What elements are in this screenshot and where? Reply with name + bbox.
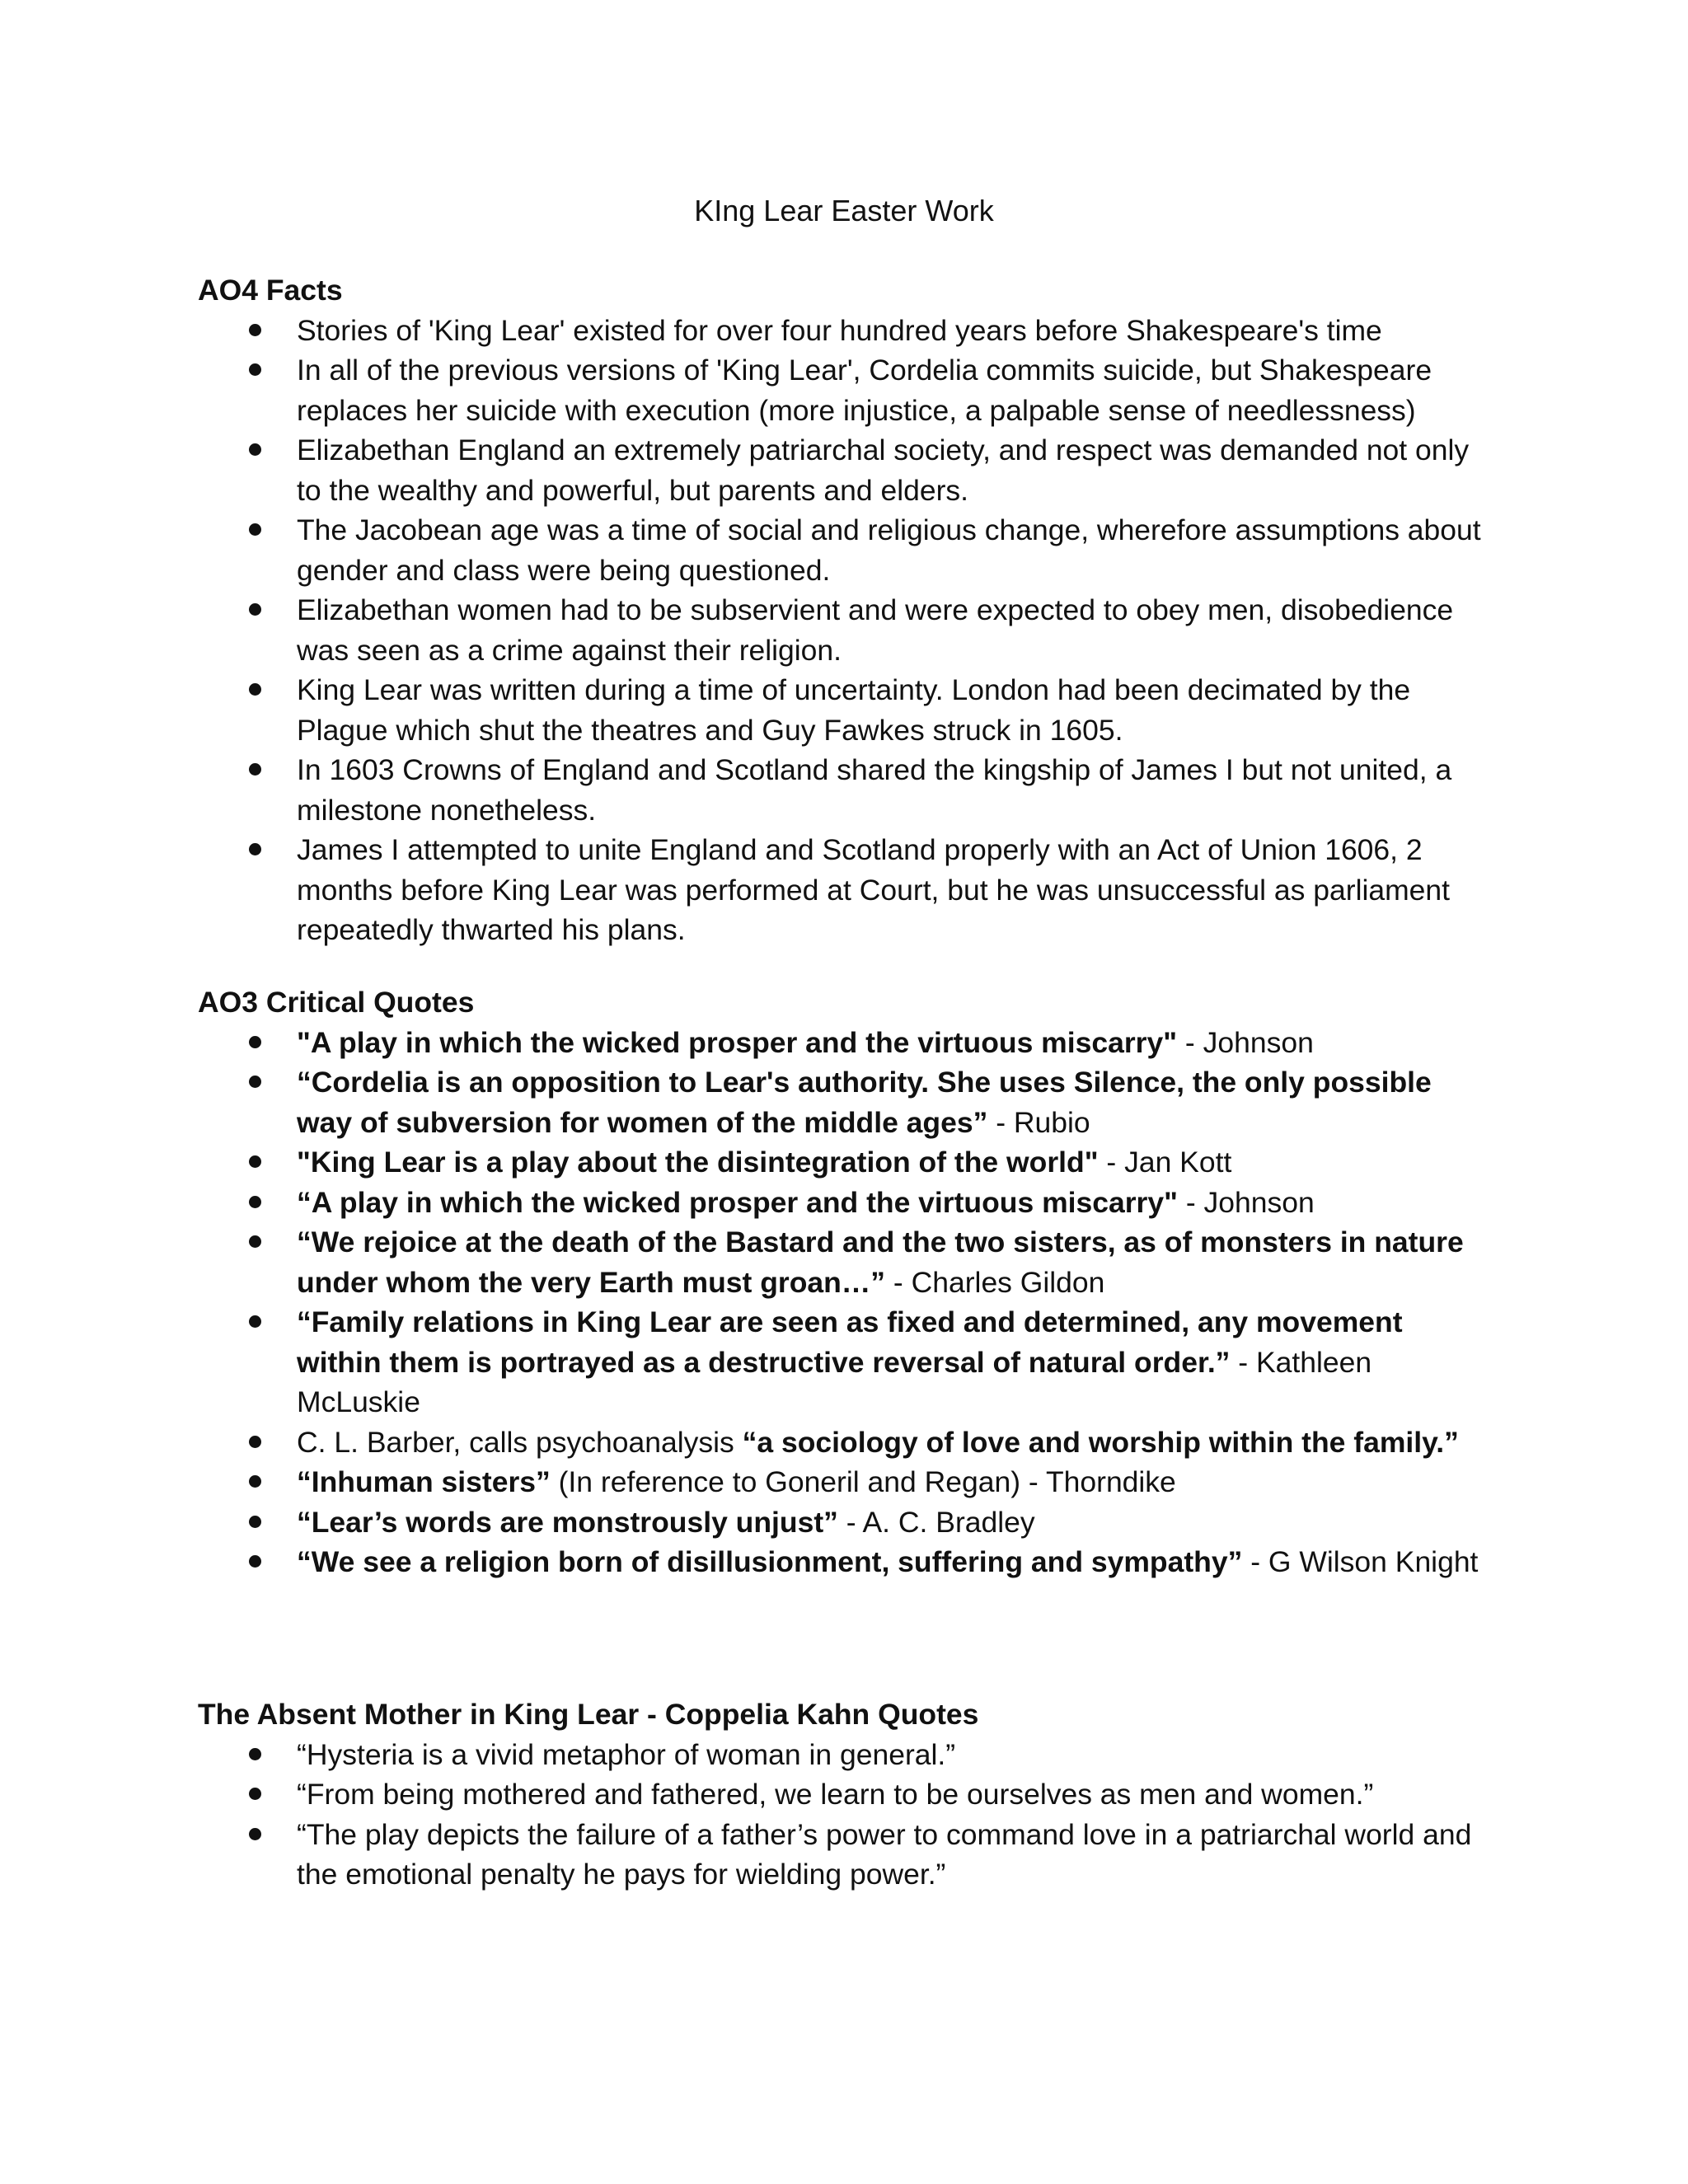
item-text: “Hysteria is a vivid metaphor of woman in general.” xyxy=(297,1737,956,1771)
section-ao4-facts xyxy=(198,270,1484,950)
section-heading: AO3 Critical Quotes xyxy=(198,986,475,1019)
attribution: - A. C. Bradley xyxy=(837,1505,1035,1539)
quote-text: “We see a religion born of disillusionment, suffering and sympathy” xyxy=(297,1545,1243,1578)
list-item xyxy=(198,830,1484,950)
bullet-icon xyxy=(249,1436,261,1448)
list-item xyxy=(198,1062,1484,1142)
bullet-icon xyxy=(249,523,261,536)
section-absent-mother-quotes xyxy=(198,1694,1484,1895)
item-text: King Lear was written during a time of uncertainty. London had been decimated by the Plague which shut the theatres and Guy Fawkes struck in 1605. xyxy=(297,673,1411,747)
bullet-icon xyxy=(249,1555,261,1568)
attribution: - Johnson xyxy=(1177,1025,1314,1059)
bullet-icon xyxy=(249,1315,261,1328)
item-lead: C. L. Barber, calls psychoanalysis xyxy=(297,1425,743,1459)
bullet-icon xyxy=(249,1828,261,1840)
quote-text: “a sociology of love and worship within the family.” xyxy=(742,1425,1459,1459)
item-text: Elizabethan England an extremely patriarchal society, and respect was demanded not only to the wealthy and powerful, but parents and elders. xyxy=(297,434,1470,507)
bullet-icon xyxy=(249,683,261,696)
section-ao3-critical-quotes xyxy=(198,982,1484,1582)
quote-text: “Family relations in King Lear are seen as fixed and determined, any movement within them is portrayed as a destructive reversal of natural order.” xyxy=(297,1305,1403,1379)
attribution: - G Wilson Knight xyxy=(1242,1545,1479,1578)
attribution: - Rubio xyxy=(987,1105,1090,1139)
bullet-icon xyxy=(249,1036,261,1048)
list-item xyxy=(198,750,1484,830)
item-text: Stories of 'King Lear' existed for over four hundred years before Shakespeare's time xyxy=(297,313,1382,347)
bullet-icon xyxy=(249,603,261,616)
bullet-icon xyxy=(249,1076,261,1088)
list-item xyxy=(198,311,1484,351)
list-item xyxy=(198,350,1484,430)
list-item xyxy=(198,1815,1484,1895)
item-text: Elizabethan women had to be subservient and were expected to obey men, disobedience was seen as a crime against their religion. xyxy=(297,593,1454,667)
list-item xyxy=(198,1422,1484,1463)
quote-text: "King Lear is a play about the disintegration of the world" xyxy=(297,1146,1099,1179)
bullet-icon xyxy=(249,443,261,456)
list-item xyxy=(198,510,1484,590)
list-item xyxy=(198,1462,1484,1502)
quote-text: “Inhuman sisters” xyxy=(297,1465,551,1498)
bullet-list xyxy=(198,1023,1484,1582)
list-item xyxy=(198,1023,1484,1063)
quote-text: “Cordelia is an opposition to Lear's authority. She uses Silence, the only possible way of subversion for women of the middle ages” xyxy=(297,1066,1432,1139)
bullet-icon xyxy=(249,1748,261,1760)
list-item xyxy=(198,670,1484,750)
item-text: In all of the previous versions of 'King Lear', Cordelia commits suicide, but Shakespeare replaces her suicide with execution (more injustice, a palpable sense of needlessness) xyxy=(297,354,1432,427)
bullet-icon xyxy=(249,1475,261,1488)
bullet-list xyxy=(198,311,1484,950)
attribution: (In reference to Goneril and Regan) - Thorndike xyxy=(550,1465,1176,1498)
section-heading: AO4 Facts xyxy=(198,274,343,307)
attribution: - Johnson xyxy=(1177,1185,1315,1219)
bullet-icon xyxy=(249,324,261,336)
bullet-icon xyxy=(249,1235,261,1248)
quote-text: “Lear’s words are monstrously unjust” xyxy=(297,1505,838,1539)
item-text: James I attempted to unite England and Scotland properly with an Act of Union 1606, 2 months before King Lear was performed at Court, but he was unsuccessful as parliament repeatedly thwarted his plans. xyxy=(297,833,1451,946)
item-text: “The play depicts the failure of a father’s power to command love in a patriarchal world and the emotional penalty he pays for wielding power.” xyxy=(297,1817,1472,1891)
document-title: KIng Lear Easter Work xyxy=(694,194,994,227)
attribution: - Jan Kott xyxy=(1098,1146,1232,1179)
attribution: - Charles Gildon xyxy=(885,1265,1105,1299)
list-item xyxy=(198,1502,1484,1543)
list-item xyxy=(198,1735,1484,1775)
bullet-icon xyxy=(249,363,261,376)
bullet-list xyxy=(198,1735,1484,1895)
list-item xyxy=(198,1222,1484,1302)
list-item xyxy=(198,1542,1484,1582)
list-item xyxy=(198,1142,1484,1183)
item-text: The Jacobean age was a time of social and religious change, wherefore assumptions about gender and class were being questioned. xyxy=(297,513,1481,587)
section-heading: The Absent Mother in King Lear - Coppelia Kahn Quotes xyxy=(198,1698,979,1731)
quote-text: "A play in which the wicked prosper and the virtuous miscarry" xyxy=(297,1025,1178,1059)
bullet-icon xyxy=(249,1788,261,1800)
list-item xyxy=(198,430,1484,510)
item-text: In 1603 Crowns of England and Scotland shared the kingship of James I but not united, a milestone nonetheless. xyxy=(297,753,1452,827)
bullet-icon xyxy=(249,1516,261,1528)
quote-text: “A play in which the wicked prosper and the virtuous miscarry" xyxy=(297,1185,1178,1219)
list-item xyxy=(198,1183,1484,1223)
bullet-icon xyxy=(249,843,261,855)
quote-text: “We rejoice at the death of the Bastard and the two sisters, as of monsters in nature under whom the very Earth must groan…” xyxy=(297,1226,1464,1299)
list-item xyxy=(198,1302,1484,1422)
bullet-icon xyxy=(249,763,261,776)
list-item xyxy=(198,590,1484,670)
bullet-icon xyxy=(249,1155,261,1168)
item-text: “From being mothered and fathered, we learn to be ourselves as men and women.” xyxy=(297,1778,1374,1811)
bullet-icon xyxy=(249,1196,261,1208)
attribution: - Kathleen McLuskie xyxy=(297,1345,1372,1418)
list-item xyxy=(198,1774,1484,1815)
